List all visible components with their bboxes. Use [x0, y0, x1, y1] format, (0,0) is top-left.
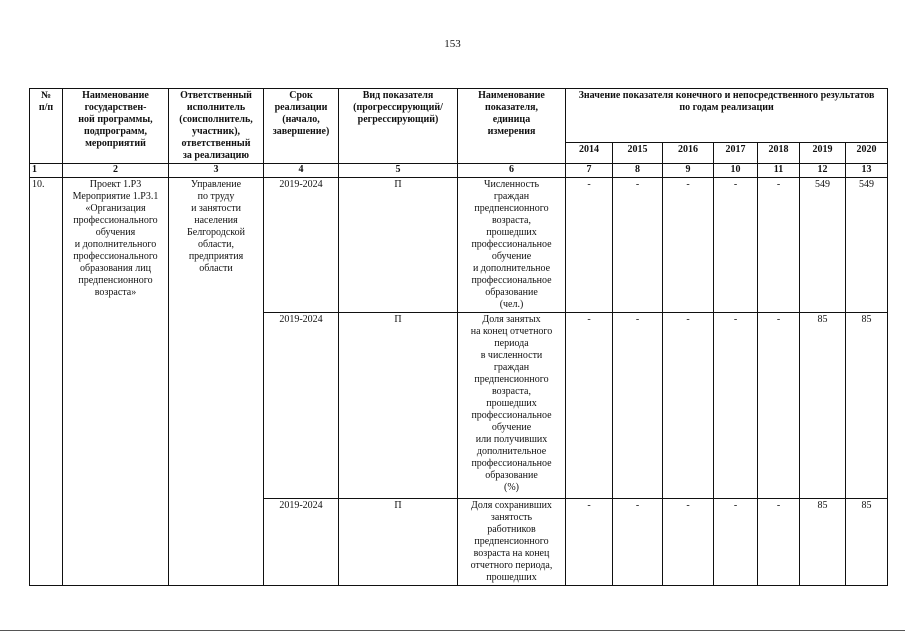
column-number: 2 — [63, 164, 169, 178]
column-number-row — [30, 164, 888, 178]
indicator-type-cell: П — [339, 499, 458, 586]
value-cell: - — [613, 499, 663, 586]
year-cell: 2014 — [566, 143, 613, 164]
indicator-type-cell: П — [339, 313, 458, 499]
value-cell: - — [663, 313, 714, 499]
value-cell: - — [663, 499, 714, 586]
value-cell: - — [714, 499, 758, 586]
column-number: 7 — [566, 164, 613, 178]
value-cell: 85 — [846, 499, 888, 586]
value-cell: 549 — [846, 178, 888, 313]
value-cell: 85 — [800, 499, 846, 586]
value-cell: - — [566, 313, 613, 499]
indicator-name-cell: Доля сохранивших занятость работников предпенсионного возраста на конец отчетного периода, прошедших — [458, 499, 566, 586]
value-cell: - — [758, 313, 800, 499]
year-cell: 2017 — [714, 143, 758, 164]
table-row — [30, 178, 888, 313]
column-number: 9 — [663, 164, 714, 178]
indicator-name-cell: Численность граждан предпенсионного возраста, прошедших профессиональное обучение и дополнительное профессиональное образование (чел.) — [458, 178, 566, 313]
value-cell: 549 — [800, 178, 846, 313]
indicator-name-cell: Доля занятых на конец отчетного периода в численности граждан предпенсионного возраста, прошедших профессиональное обучение или получивших дополнительное профессиональное образование (%) — [458, 313, 566, 499]
column-number: 1 — [30, 164, 63, 178]
year-cell: 2018 — [758, 143, 800, 164]
responsible-executor: Управление по труду и занятости населения Белгородской области, предприятия области — [169, 178, 264, 586]
page-number: 153 — [444, 38, 461, 50]
column-number: 12 — [800, 164, 846, 178]
value-cell: - — [714, 178, 758, 313]
value-cell: - — [663, 178, 714, 313]
value-cell: - — [758, 178, 800, 313]
value-cell: 85 — [846, 313, 888, 499]
value-cell: - — [613, 178, 663, 313]
column-number: 8 — [613, 164, 663, 178]
year-cell: 2020 — [846, 143, 888, 164]
program-name: Проект 1.Р3 Мероприятие 1.Р3.1 «Организация профессионального обучения и дополнительного профессионального образования лиц предпенсионного возраста» — [63, 178, 169, 586]
column-number: 3 — [169, 164, 264, 178]
value-cell: - — [566, 178, 613, 313]
column-number: 6 — [458, 164, 566, 178]
column-number: 11 — [758, 164, 800, 178]
column-number: 13 — [846, 164, 888, 178]
header-responsible: Ответственный исполнитель (соисполнитель, участник), ответственный за реализацию — [169, 89, 264, 164]
value-cell: - — [566, 499, 613, 586]
indicators-table — [29, 88, 888, 586]
header-program: Наименование государствен- ной программы, подпрограмм, мероприятий — [63, 89, 169, 164]
year-cell: 2015 — [613, 143, 663, 164]
header-period: Срок реализации (начало, завершение) — [264, 89, 339, 164]
period-cell: 2019-2024 — [264, 499, 339, 586]
header-indicator-type: Вид показателя (прогрессирующий/ регрессирующий) — [339, 89, 458, 164]
header-indicator-name: Наименование показателя, единица измерения — [458, 89, 566, 164]
entry-number: 10. — [30, 178, 63, 586]
column-number: 5 — [339, 164, 458, 178]
period-cell: 2019-2024 — [264, 313, 339, 499]
column-number: 10 — [714, 164, 758, 178]
scan-edge-divider — [0, 630, 905, 631]
indicator-type-cell: П — [339, 178, 458, 313]
header-row — [30, 89, 888, 143]
header-values-group: Значение показателя конечного и непосредственного результатов по годам реализации — [566, 89, 888, 143]
value-cell: - — [758, 499, 800, 586]
year-cell: 2016 — [663, 143, 714, 164]
column-number: 4 — [264, 164, 339, 178]
header-number: № п/п — [30, 89, 63, 164]
period-cell: 2019-2024 — [264, 178, 339, 313]
value-cell: - — [613, 313, 663, 499]
year-cell: 2019 — [800, 143, 846, 164]
value-cell: - — [714, 313, 758, 499]
value-cell: 85 — [800, 313, 846, 499]
